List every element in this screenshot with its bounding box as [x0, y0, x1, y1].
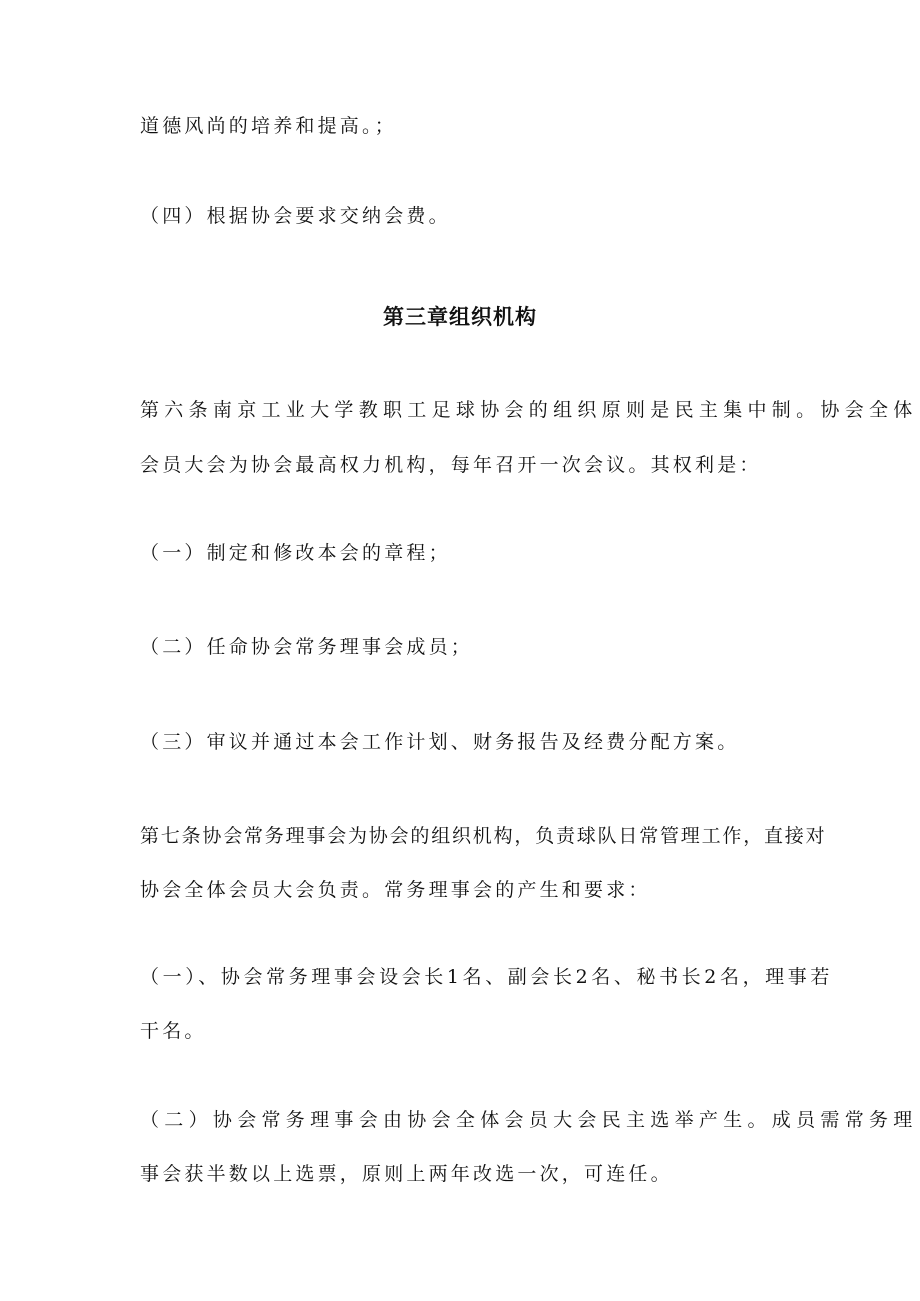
text-line: （四）根据协会要求交纳会费。	[140, 205, 451, 227]
chapter-heading: 第三章组织机构	[383, 305, 537, 329]
text-line: 协会全体会员大会负责。常务理事会的产生和要求：	[140, 879, 651, 901]
text-line: 会员大会为协会最高权力机构，每年召开一次会议。其权利是：	[140, 454, 762, 476]
text-line: 事会获半数以上选票，原则上两年改选一次，可连任。	[140, 1163, 673, 1185]
text-line: （一）制定和修改本会的章程；	[140, 542, 451, 564]
text-line: 道德风尚的培养和提高。；	[140, 115, 397, 137]
text-line: 第六条南京工业大学教职工足球协会的组织原则是民主集中制。协会全体	[140, 399, 918, 421]
text-line: （二）协会常务理事会由协会全体会员大会民主选举产生。成员需常务理	[140, 1109, 918, 1131]
text-line: （三）审议并通过本会工作计划、财务报告及经费分配方案。	[140, 731, 740, 753]
text-line: （一）、协会常务理事会设会长1名、副会长2名、秘书长2名，理事若	[140, 966, 833, 988]
text-line: 第七条协会常务理事会为协会的组织机构，负责球队日常管理工作，直接对	[140, 825, 827, 847]
text-line: 干名。	[140, 1020, 207, 1042]
text-line: （二）任命协会常务理事会成员；	[140, 636, 474, 658]
